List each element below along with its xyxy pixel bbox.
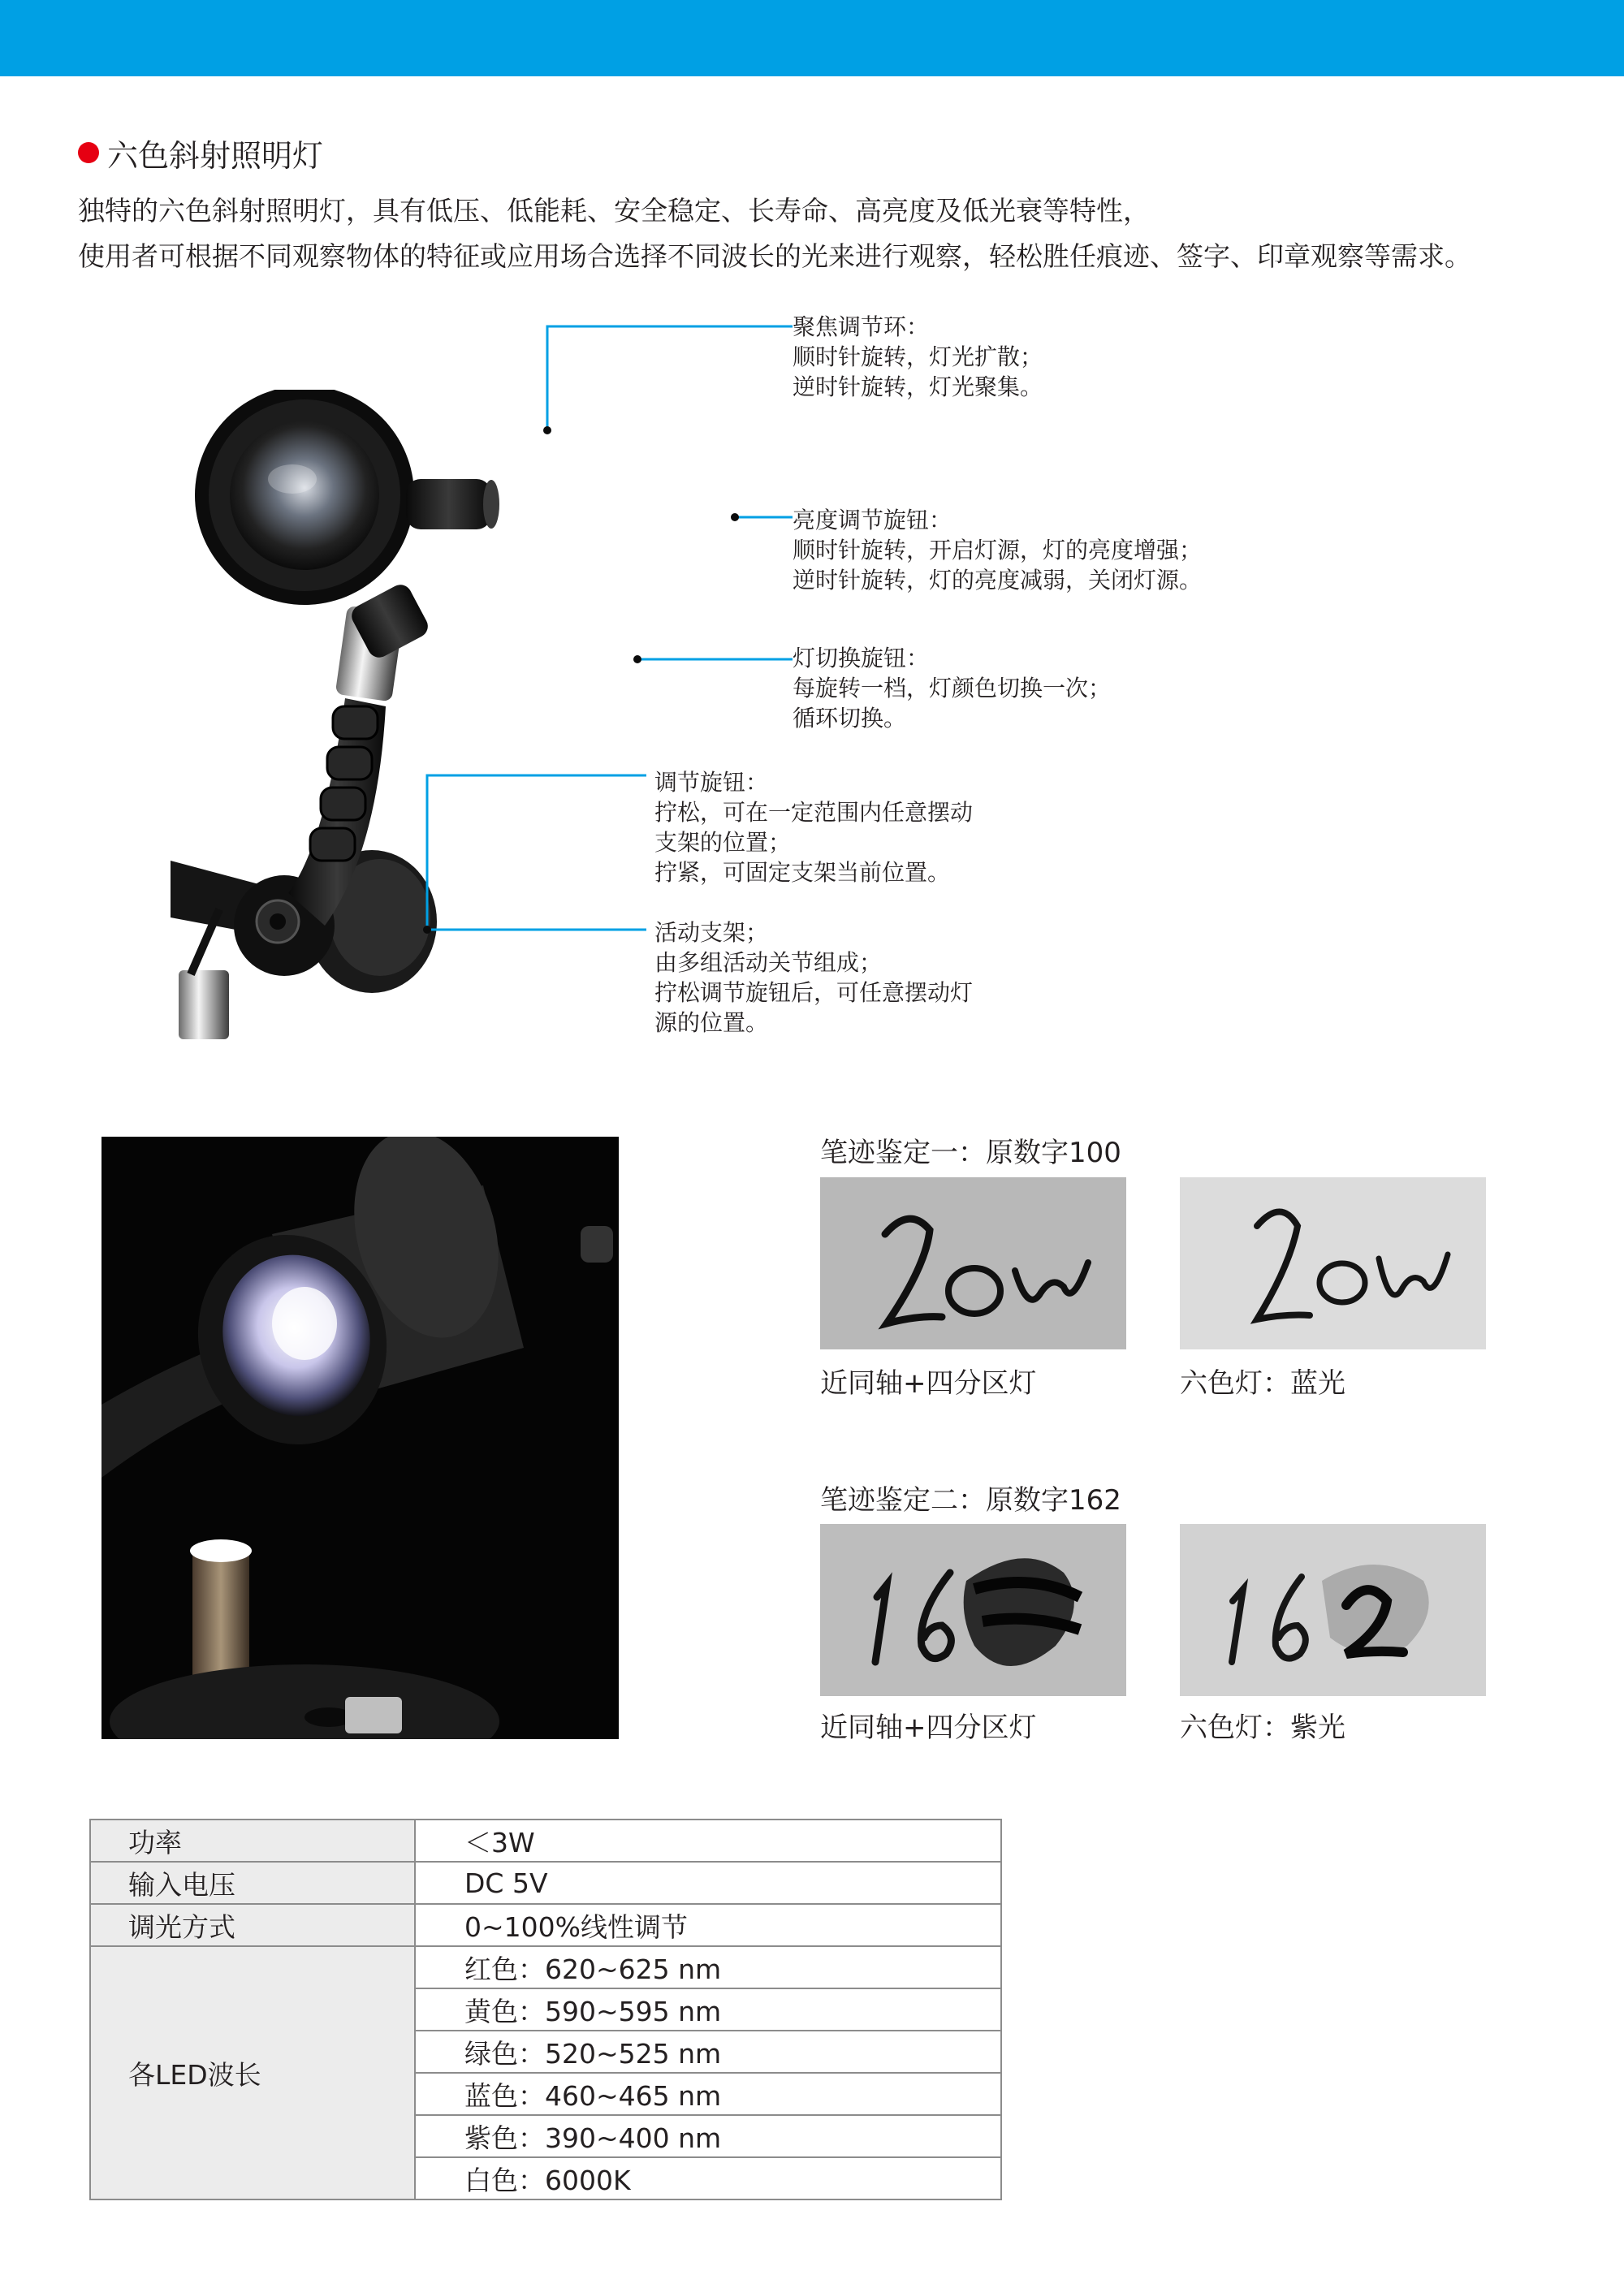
spec-value-led: 紫色：390~400 nm [415,2115,1001,2157]
annotation-line: 支架的位置； [654,829,792,856]
spec-value-led: 蓝色：460~465 nm [415,2073,1001,2115]
spec-key: 功率 [90,1820,415,1862]
annotation-line: 顺时针旋转，开启灯源，灯的亮度增强； [793,537,1203,563]
sample-2-left-caption: 近同轴+四分区灯 [820,1712,1037,1744]
spec-key: 输入电压 [90,1862,415,1904]
sample-group-2-title: 笔迹鉴定二：原数字162 [820,1484,1121,1517]
annotation-line: 聚焦调节环： [793,313,930,340]
sample-1-coaxial-image [820,1177,1126,1349]
spec-value: 0~100%线性调节 [415,1904,1001,1946]
table-row [90,1946,1001,1988]
annotation-line: 源的位置。 [654,1009,769,1036]
annotation-switch-knob [793,643,1111,733]
annotation-line: 拧紧，可固定支架当前位置。 [654,859,951,886]
sample-2-violet-light-image [1180,1524,1486,1696]
sample-2-right-caption: 六色灯：紫光 [1180,1712,1345,1744]
annotation-line: 拧松调节旋钮后，可任意摆动灯 [654,979,974,1006]
spec-key-led: 各LED波长 [90,1946,415,2199]
spec-value: ＜3W [415,1820,1001,1862]
annotation-line: 由多组活动关节组成； [654,949,883,976]
spec-value: DC 5V [415,1862,1001,1904]
annotation-focus-ring [793,312,1043,402]
annotation-brightness-knob [793,505,1202,595]
table-row [90,1862,1001,1904]
spec-table [89,1819,1002,2200]
sample-2-handwriting: 16 [973,1690,974,1691]
annotation-line: 灯切换旋钮： [793,645,930,671]
annotation-line: 循环切换。 [793,705,907,732]
sample-1-left-caption: 近同轴+四分区灯 [820,1367,1037,1400]
annotation-line: 顺时针旋转，灯光扩散； [793,343,1043,370]
annotation-line: 逆时针旋转，灯的亮度减弱，关闭灯源。 [793,567,1203,594]
intro-line: 使用者可根据不同观察物体的特征或应用场合选择不同波长的光来进行观察，轻松胜任痕迹、签字、印章观察等需求。 [78,240,1471,272]
lamp-lit-photo [102,1137,619,1739]
sample-1-right-caption: 六色灯：蓝光 [1180,1367,1345,1400]
annotation-line: 每旋转一档，灯颜色切换一次； [793,675,1112,701]
intro-line: 独特的六色斜射照明灯，具有低压、低能耗、安全稳定、长寿命、高亮度及低光衰等特性， [78,195,1150,227]
annotation-line: 逆时针旋转，灯光聚集。 [793,373,1043,400]
spec-value-led: 红色：620~625 nm [415,1946,1001,1988]
table-row [90,1904,1001,1946]
sample-2-coaxial-image [820,1524,1126,1696]
sample-1-handwriting: 2ov [973,1344,974,1345]
annotation-line: 活动支架； [654,919,769,946]
section-title: 六色斜射照明灯 [107,137,324,174]
annotation-line: 调节旋钮： [654,769,769,796]
spec-key: 调光方式 [90,1904,415,1946]
annotation-adjust-knob [654,767,973,887]
sample-1-handwriting: 2ov [1332,1344,1334,1345]
sample-1-blue-light-image [1180,1177,1486,1349]
annotation-line: 亮度调节旋钮： [793,507,952,533]
spec-value-led: 白色：6000K [415,2157,1001,2199]
annotation-line: 拧松，可在一定范围内任意摆动 [654,799,974,826]
sample-2-handwriting: 162 [1332,1690,1334,1691]
table-row [90,1820,1001,1862]
sample-group-1-title: 笔迹鉴定一：原数字100 [820,1137,1121,1169]
spec-value-led: 黄色：590~595 nm [415,1988,1001,2031]
annotation-movable-bracket [654,917,973,1038]
spec-value-led: 绿色：520~525 nm [415,2031,1001,2073]
